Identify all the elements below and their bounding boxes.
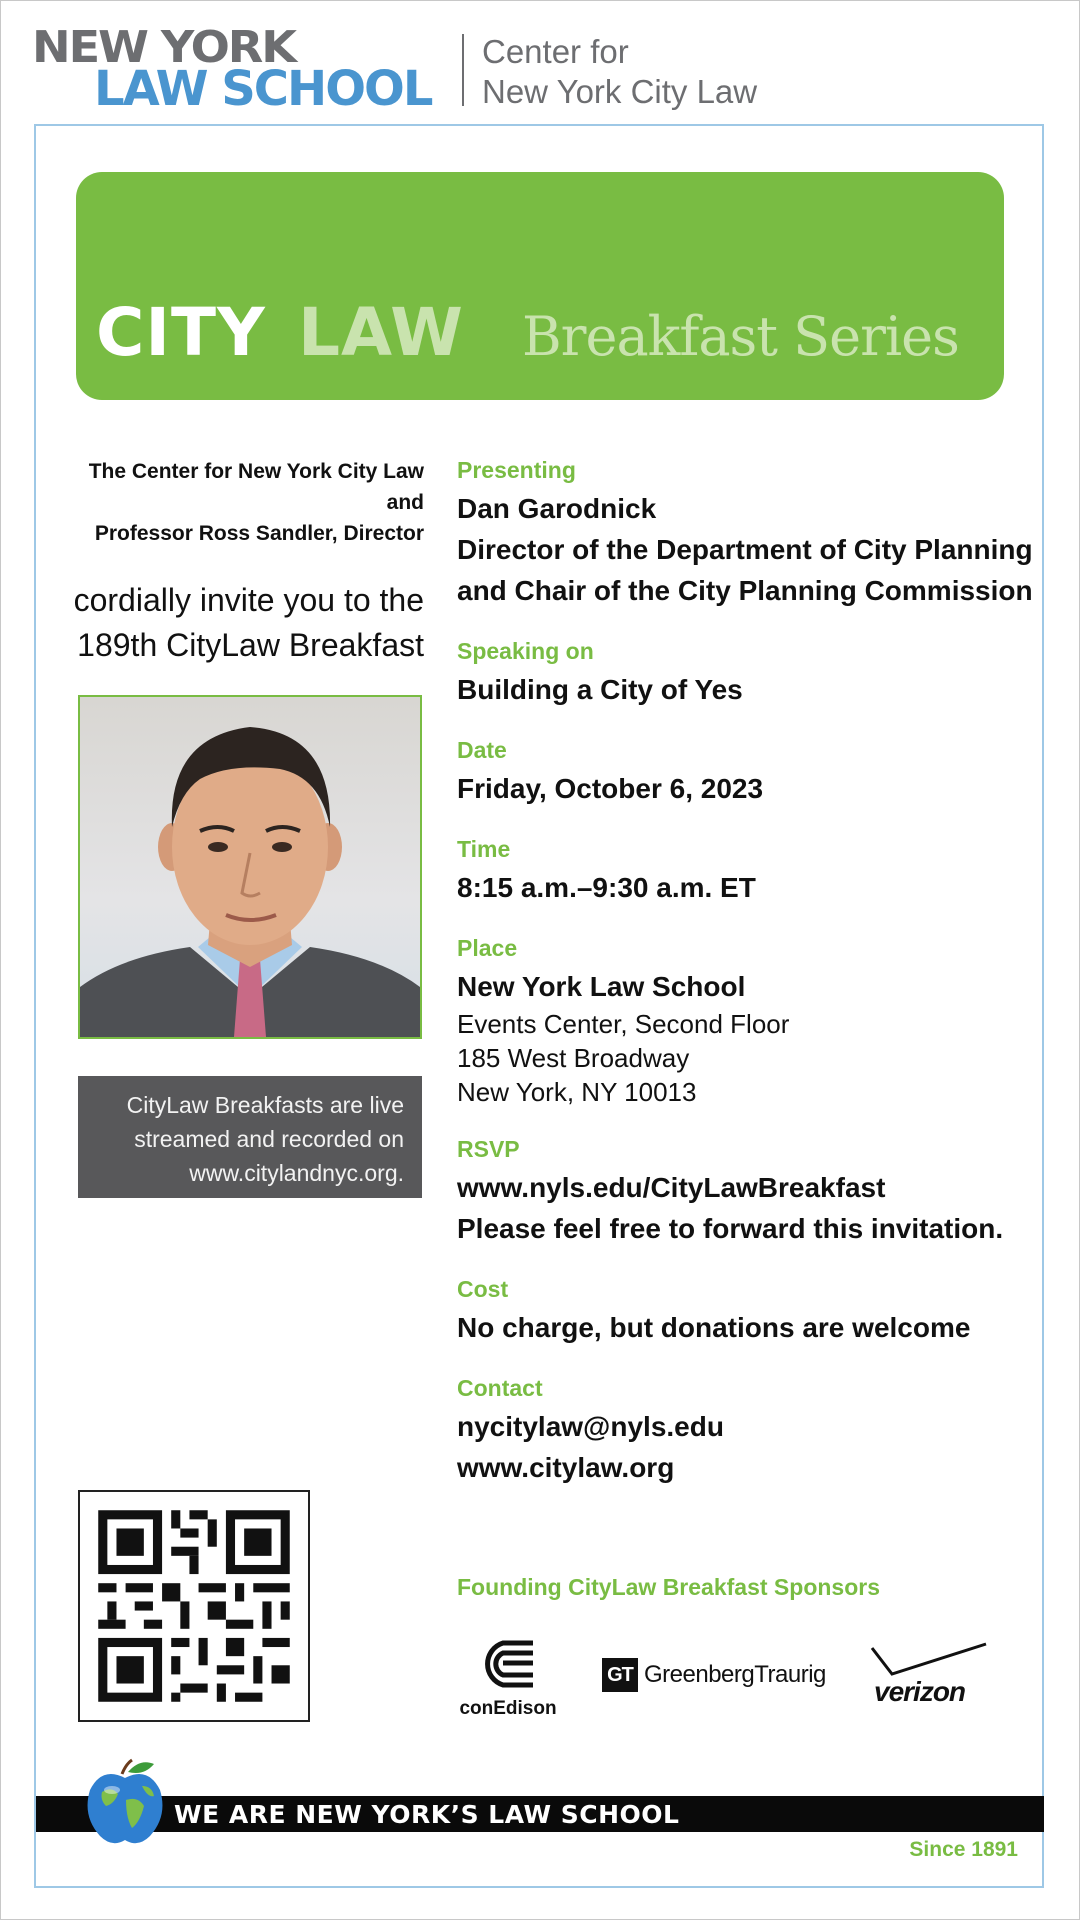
topic-value: Building a City of Yes <box>457 674 743 705</box>
rsvp-label: RSVP <box>457 1136 520 1162</box>
invite-text <box>74 578 424 668</box>
center-line-2: New York City Law <box>482 73 758 110</box>
banner-law: LAW <box>298 294 464 371</box>
speaker-portrait <box>80 697 420 1037</box>
logo-line-1: NEW YORK <box>32 22 295 73</box>
place-line-3: New York, NY 10013 <box>457 1077 697 1107</box>
verizon-text: verizon <box>874 1676 966 1707</box>
presenting-section <box>457 452 1037 611</box>
gt-mark: GT <box>602 1658 638 1692</box>
host-line-1: The Center for New York City Law <box>88 460 424 483</box>
date-section <box>457 732 1037 809</box>
logo-line-2: LAW SCHOOL <box>94 61 432 117</box>
rsvp-section <box>457 1131 1037 1249</box>
place-section <box>457 930 1037 1109</box>
date-value: Friday, October 6, 2023 <box>457 773 764 804</box>
contact-website[interactable]: www.citylaw.org <box>457 1452 675 1483</box>
apple-globe-icon <box>82 1756 168 1848</box>
host-line-3: Professor Ross Sandler, Director <box>94 522 424 545</box>
livestream-note <box>78 1076 422 1198</box>
since-year: Since 1891 <box>909 1838 1018 1861</box>
time-value: 8:15 a.m.–9:30 a.m. ET <box>457 872 756 903</box>
topic-section <box>457 633 1037 710</box>
host-block <box>89 456 424 549</box>
stream-line-1: CityLaw Breakfasts are live <box>126 1092 404 1118</box>
time-label: Time <box>457 836 511 862</box>
conedison-text: conEdison <box>459 1698 557 1719</box>
center-line-1: Center for <box>482 33 629 70</box>
rsvp-link[interactable]: www.nyls.edu/CityLawBreakfast <box>457 1172 886 1203</box>
nyls-logo <box>32 22 432 117</box>
event-details <box>457 452 1037 1510</box>
center-logo-text <box>482 32 757 112</box>
time-section <box>457 831 1037 908</box>
speaker-photo <box>78 695 422 1039</box>
contact-email[interactable]: nycitylaw@nyls.edu <box>457 1411 724 1442</box>
verizon-check-icon <box>868 1640 996 1680</box>
place-line-1: Events Center, Second Floor <box>457 1009 790 1039</box>
stream-line-3: www.citylandnyc.org. <box>189 1160 404 1186</box>
apple-globe-graphic <box>82 1756 168 1848</box>
footer-tagline: WE ARE NEW YORK’S LAW SCHOOL <box>174 1800 680 1829</box>
conedison-logo-icon <box>473 1637 543 1691</box>
invite-line-2: 189th CityLaw Breakfast <box>77 627 424 663</box>
place-label: Place <box>457 935 518 961</box>
speaking-label: Speaking on <box>457 638 594 664</box>
greenberg-traurig-logo <box>602 1658 826 1692</box>
citylaw-banner <box>76 172 1004 400</box>
logo-divider <box>462 34 464 106</box>
stream-line-2: streamed and recorded on <box>134 1126 404 1152</box>
speaker-name: Dan Garodnick <box>457 493 657 524</box>
invite-line-1: cordially invite you to the <box>73 582 424 618</box>
gt-name: GreenbergTraurig <box>644 1661 826 1688</box>
rsvp-note: Please feel free to forward this invitation. <box>457 1213 1004 1244</box>
place-name: New York Law School <box>457 971 746 1002</box>
contact-section <box>457 1370 1037 1488</box>
presenting-label: Presenting <box>457 457 576 483</box>
qr-code-icon[interactable] <box>78 1490 310 1722</box>
speaker-title-1: Director of the Department of City Planning <box>457 534 1033 565</box>
sponsors-title: Founding CityLaw Breakfast Sponsors <box>457 1574 880 1600</box>
verizon-logo <box>868 1640 996 1710</box>
speaker-title-2: and Chair of the City Planning Commission <box>457 575 1033 606</box>
conedison-logo <box>456 1637 560 1720</box>
contact-label: Contact <box>457 1375 543 1401</box>
qr-code-graphic <box>80 1492 308 1720</box>
place-line-2: 185 West Broadway <box>457 1043 690 1073</box>
date-label: Date <box>457 737 507 763</box>
banner-city: CITY <box>96 294 266 371</box>
cost-label: Cost <box>457 1276 509 1302</box>
cost-section <box>457 1271 1037 1348</box>
banner-series: Breakfast Series <box>522 305 959 368</box>
host-line-2: and <box>386 491 424 514</box>
cost-value: No charge, but donations are welcome <box>457 1312 971 1343</box>
